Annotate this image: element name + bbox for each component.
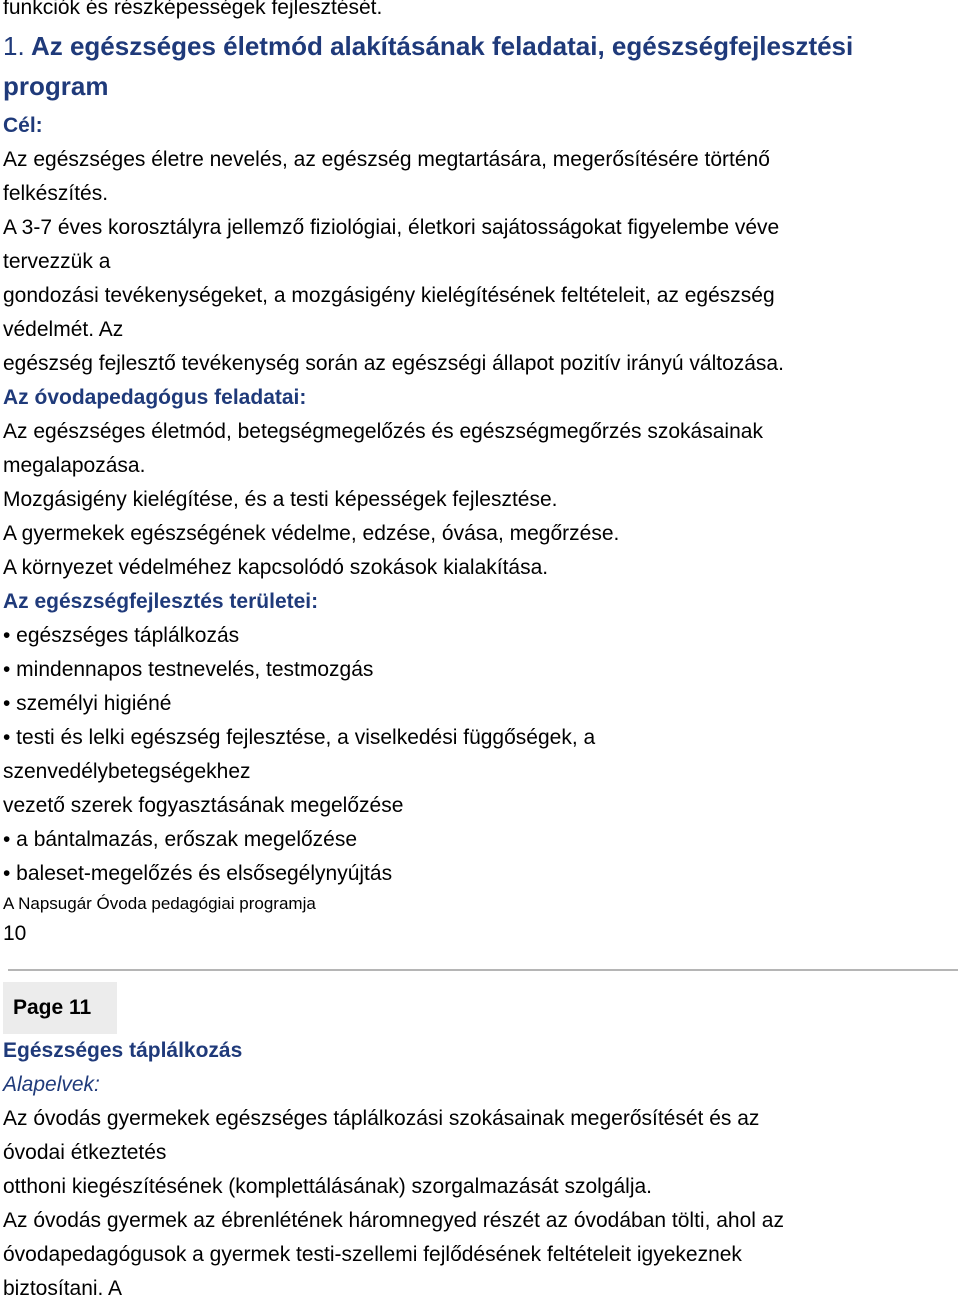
text-line: Az óvodás gyermekek egészséges táplálkozási szokásainak megerősítését és az [3,1107,760,1130]
text-line: tervezzük a [3,250,111,273]
text-line: vezető szerek fogyasztásának megelőzése [3,794,404,817]
footer-page-number: 10 [3,922,27,945]
text-line: óvodapedagógusok a gyermek testi-szellemi fejlődésének feltételeit igyekeznek [3,1243,742,1266]
text-line: Mozgásigény kielégítése, és a testi képességek fejlesztése. [3,488,558,511]
areas-label: Az egészségfejlesztés területei: [3,590,319,613]
list-item: • baleset-megelőzés és elsősegélynyújtás [3,862,393,885]
goal-label: Cél: [3,114,43,137]
text-line: megalapozása. [3,454,146,477]
footer-title: A Napsugár Óvoda pedagógiai programja [3,894,316,913]
list-item: • mindennapos testnevelés, testmozgás [3,658,374,681]
text-line: biztosítani. A [3,1277,123,1300]
section-heading-line2: program [3,71,109,101]
text-line: egészség fejlesztő tevékenység során az egészségi állapot pozitív irányú változása. [3,352,784,375]
text-line: A gyermekek egészségének védelme, edzése, óvása, megőrzése. [3,522,620,545]
text-line: Az egészséges életre nevelés, az egészség megtartására, megerősítésére történő [3,148,770,171]
text-line: Az egészséges életmód, betegségmegelőzés és egészségmegőrzés szokásainak [3,420,763,443]
list-item: • testi és lelki egészség fejlesztése, a viselkedési függőségek, a [3,726,596,749]
text-line: otthoni kiegészítésének (komplettálásának) szorgalmazását szolgálja. [3,1175,653,1198]
section-heading [3,30,853,62]
text-line: óvodai étkeztetés [3,1141,167,1164]
page-label-box [3,982,117,1034]
text-line: védelmét. Az [3,318,124,341]
text-line: szenvedélybetegségekhez [3,760,251,783]
list-item: • a bántalmazás, erőszak megelőzése [3,828,358,851]
heading-number: 1. [3,31,25,61]
page-divider [8,969,958,971]
text-line: gondozási tevékenységeket, a mozgásigény kielégítésének feltételeit, az egészség [3,284,775,307]
principles-label: Alapelvek: [3,1073,100,1096]
page-label: Page 11 [13,996,92,1019]
list-item: • személyi higiéné [3,692,172,715]
text-line: A környezet védelméhez kapcsolódó szokások kialakítása. [3,556,549,579]
text-line: funkciók és részképességek fejlesztését. [3,0,383,19]
tasks-label: Az óvodapedagógus feladatai: [3,386,307,409]
heading-text-line1: Az egészséges életmód alakításának feladatai, egészségfejlesztési [30,31,854,61]
list-item: • egészséges táplálkozás [3,624,240,647]
subsection-heading: Egészséges táplálkozás [3,1039,243,1062]
text-line: A 3-7 éves korosztályra jellemző fiziológiai, életkori sajátosságokat figyelembe véve [3,216,780,239]
text-line: felkészítés. [3,182,109,205]
text-line: Az óvodás gyermek az ébrenlétének háromnegyed részét az óvodában tölti, ahol az [3,1209,784,1232]
